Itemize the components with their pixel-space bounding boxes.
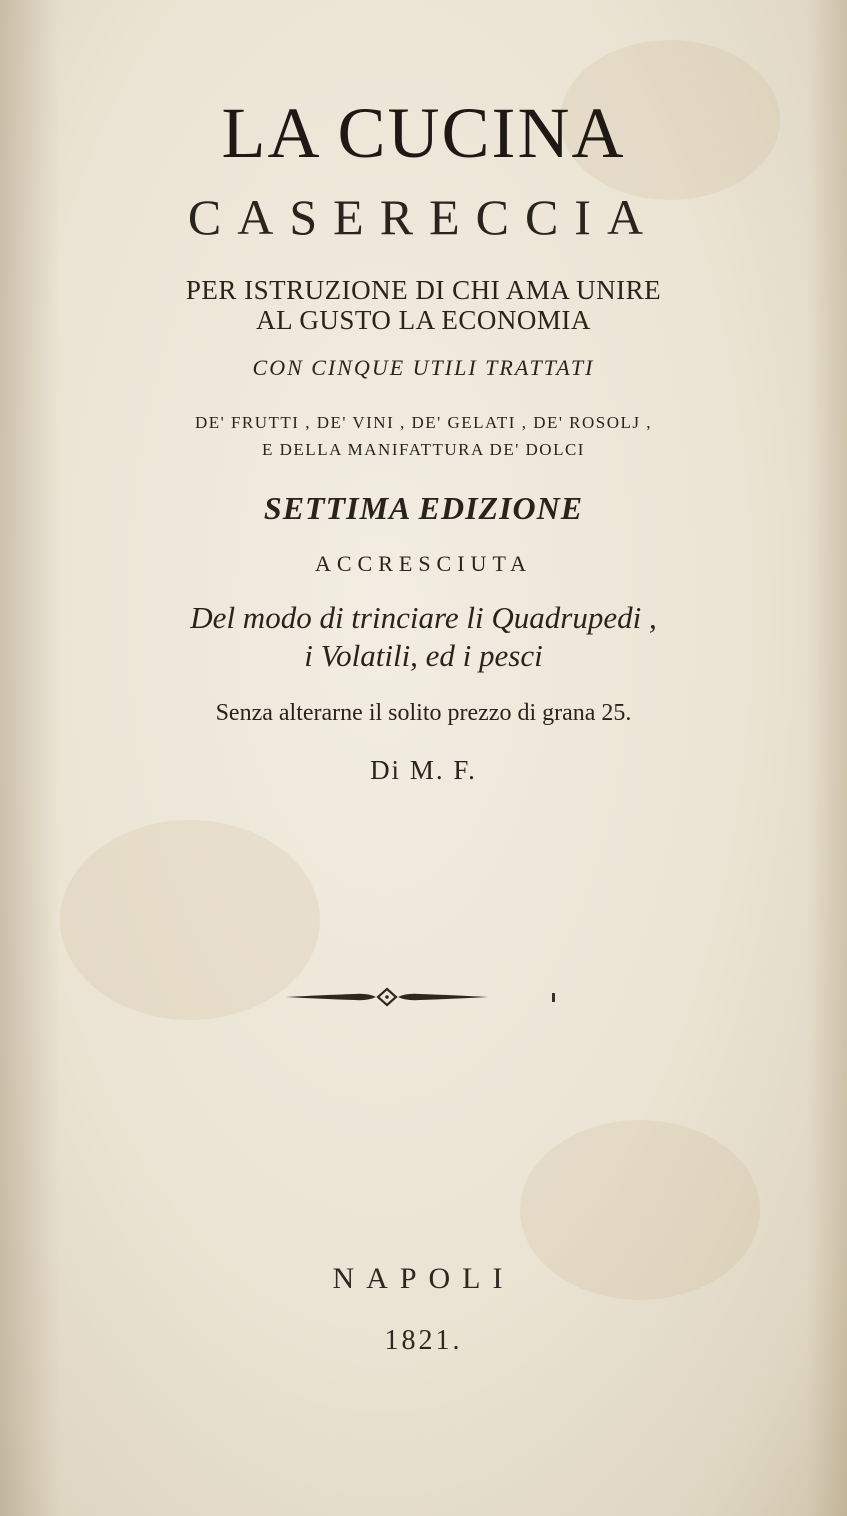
publication-year: 1821.: [384, 1325, 463, 1356]
treatises-intro: CON CINQUE UTILI TRATTATI: [252, 355, 595, 380]
author-initials: Di M. F.: [370, 755, 477, 785]
treatises-list-line1: DE' FRUTTI , DE' VINI , DE' GELATI , DE' ROSOLJ ,: [194, 413, 653, 432]
foxing-stain: [60, 820, 320, 1020]
price-note: Senza alterarne il solito prezzo di grana 25.: [215, 700, 632, 726]
publication-place: NAPOLI: [332, 1262, 515, 1295]
subtitle-line2: AL GUSTO LA ECONOMIA: [256, 305, 591, 335]
addition-line1: Del modo di trinciare li Quadrupedi ,: [190, 600, 657, 635]
book-title-line1: LA CUCINA: [221, 93, 626, 173]
edition-statement: SETTIMA EDIZIONE: [263, 490, 584, 526]
augmented-label: ACCRESCIUTA: [314, 551, 533, 576]
subtitle-line1: PER ISTRUZIONE DI CHI AMA UNIRE: [185, 275, 662, 305]
printer-mark: [552, 993, 555, 1002]
addition-line2: i Volatili, ed i pesci: [304, 638, 543, 673]
treatises-list-line2: E DELLA MANIFATTURA DE' DOLCI: [262, 440, 585, 459]
printer-fleuron-ornament-icon: [284, 986, 490, 1008]
book-title-line2: CASERECCIA: [187, 189, 660, 245]
